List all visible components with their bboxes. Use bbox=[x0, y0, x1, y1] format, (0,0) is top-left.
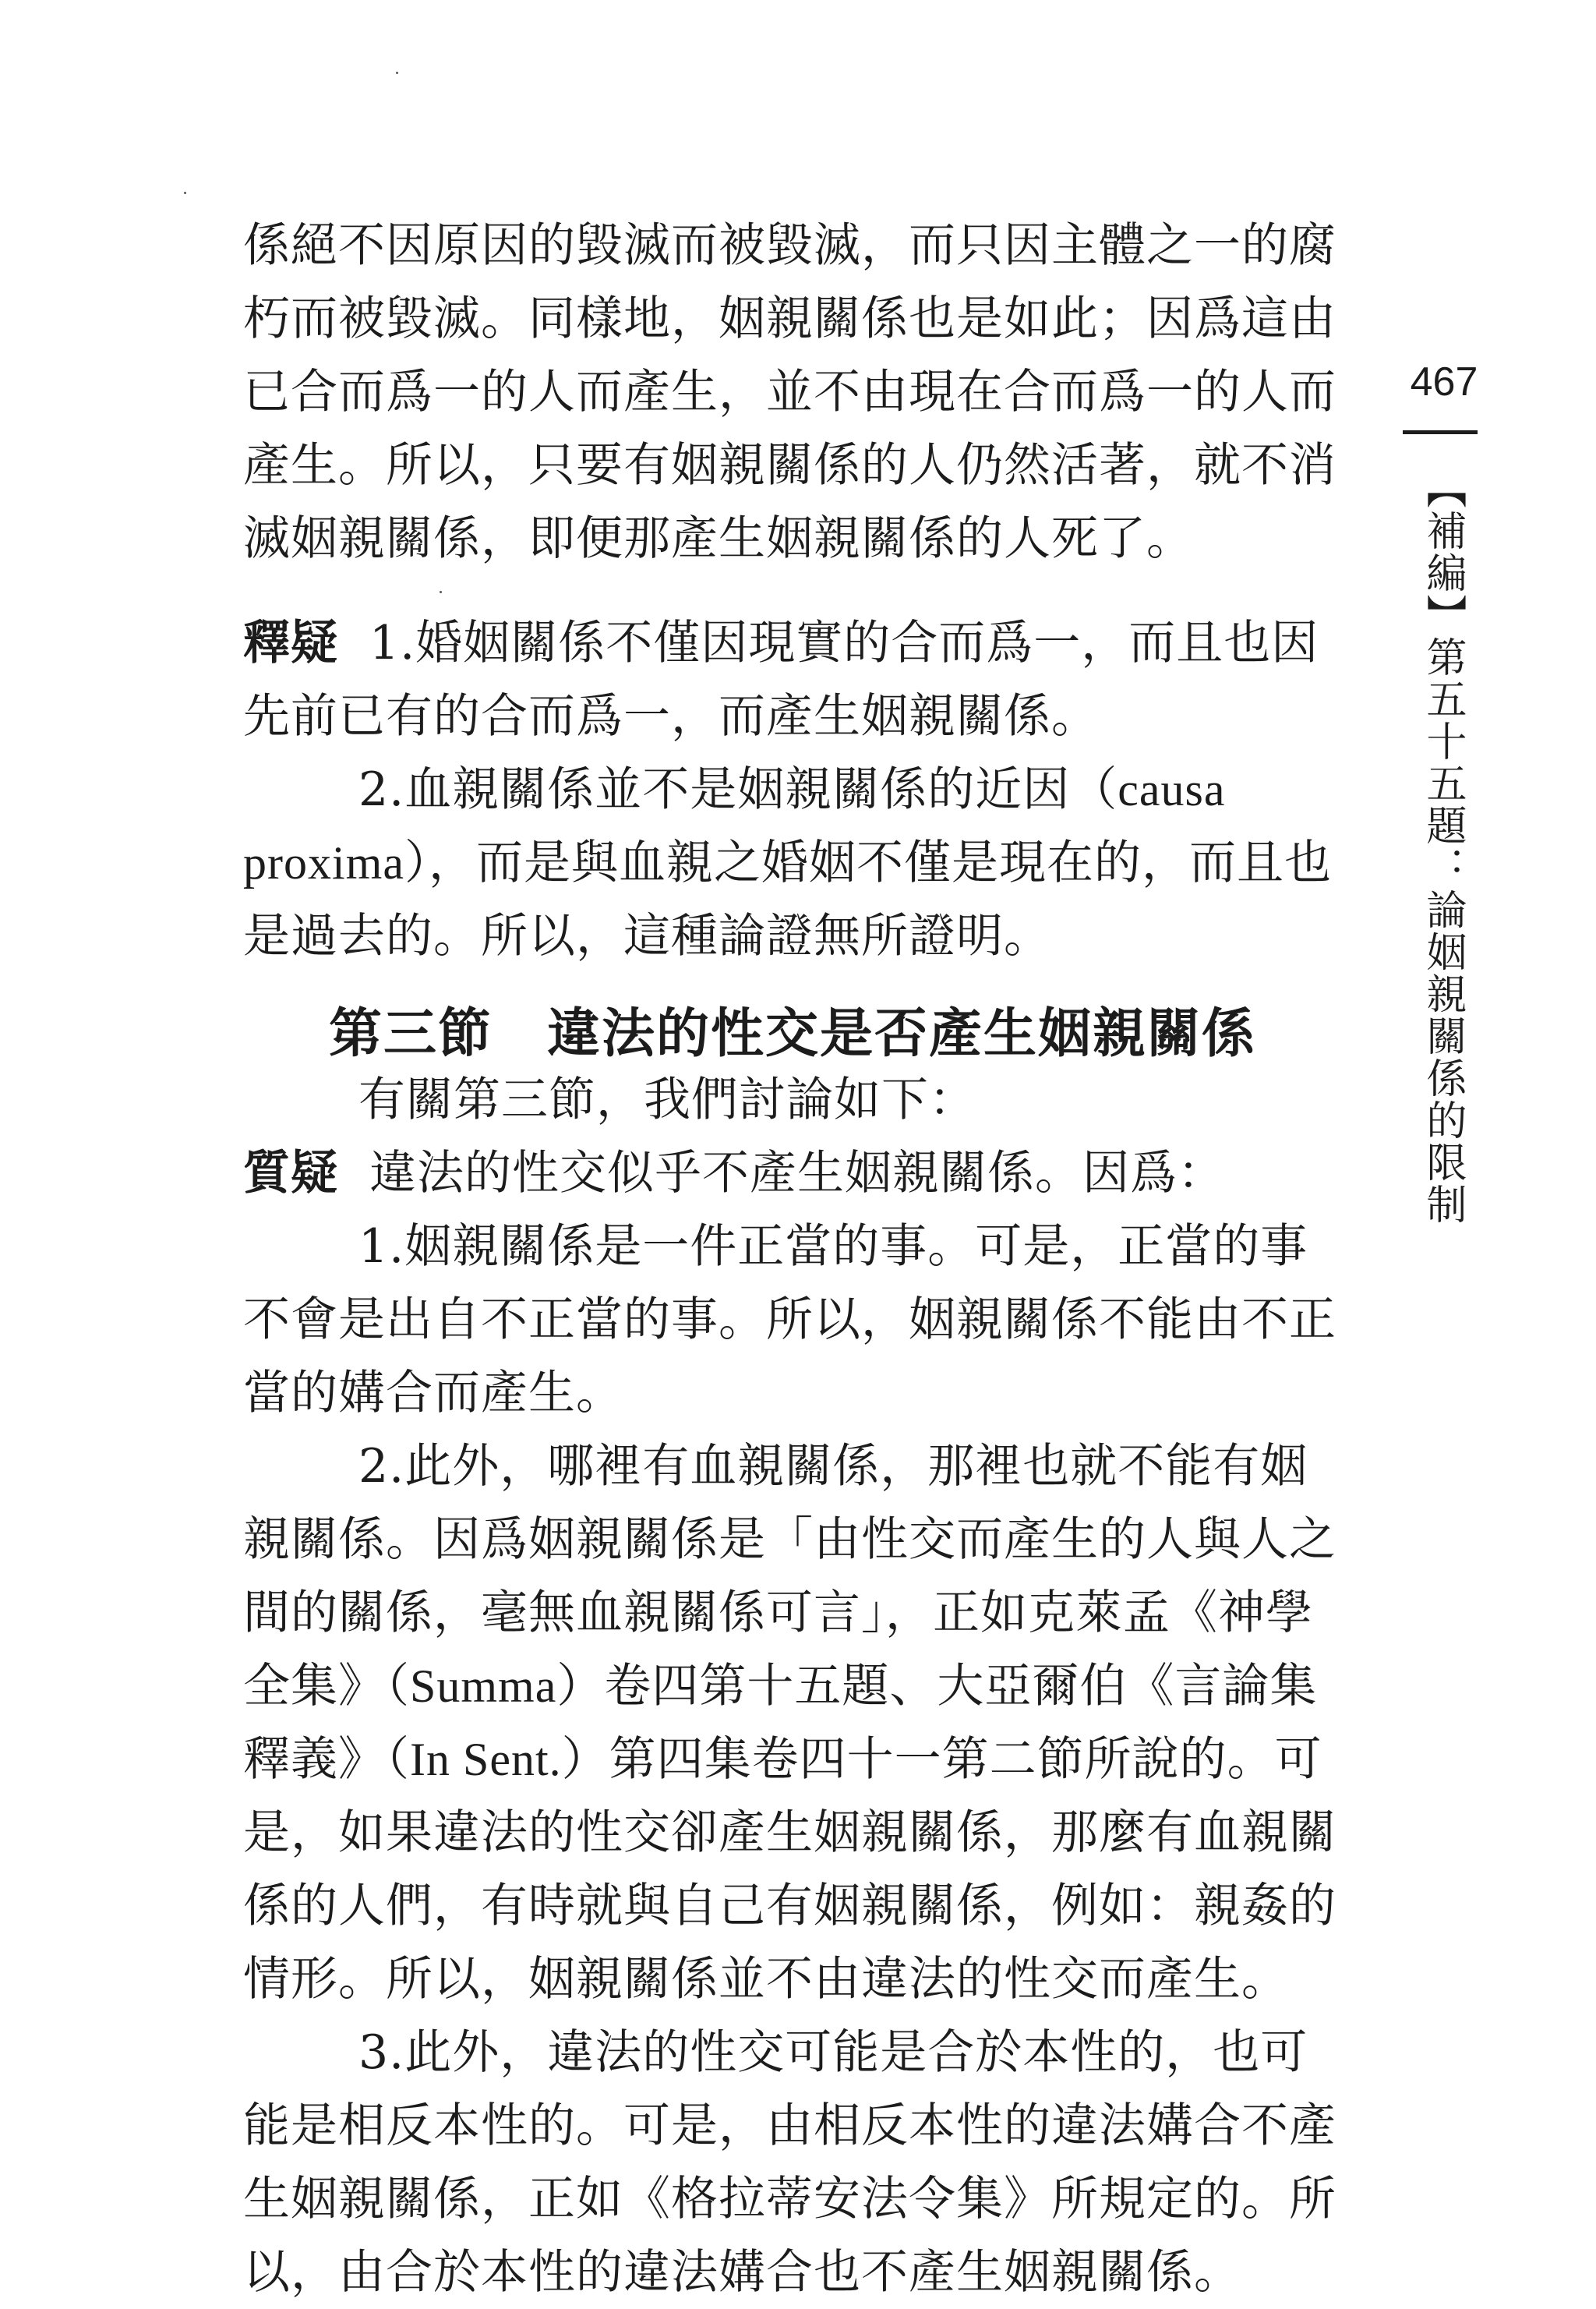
running-head: 【補編】第五十五題：論姻親關係的限制 bbox=[1419, 468, 1466, 1225]
objection-block bbox=[243, 1063, 1342, 2309]
page-number: 467 bbox=[1410, 359, 1478, 405]
section-title-text: 違法的性交是否產生姻親關係 bbox=[547, 1002, 1257, 1065]
objection-2: 2.此外，哪裡有血親關係，那裡也就不能有姻親關係。因爲姻親關係是「由性交而產生的人與人之間的關係，毫無血親關係可言」，正如克萊孟《神學全集》（Summa）卷四第十五題、大亞爾伯《言論集釋義》（In Sent.）第四集卷四十一第二節所說的。可是，如果違法的性交卻產生姻親關係，那麼有血親關係的人們，有時就與自己有姻親關係，例如：親姦的情形。所以，姻親關係並不由違法的性交而產生。 bbox=[243, 1439, 1336, 2007]
section-intro: 有關第三節，我們討論如下： bbox=[358, 1073, 976, 1127]
section-heading bbox=[243, 992, 1342, 1067]
scan-speck bbox=[396, 72, 398, 74]
objection-1: 1.姻親關係是一件正當的事。可是，正當的事不會是出自不正當的事。所以，姻親關係不能由不正當的媾合而產生。 bbox=[243, 1219, 1336, 1420]
reply-block bbox=[243, 606, 1342, 973]
objection-3: 3.此外，違法的性交可能是合於本性的，也可能是相反本性的。可是，由相反本性的違法媾合不產生姻親關係，正如《格拉蒂安法令集》所規定的。所以，由合於本性的違法媾合也不產生姻親關係。 bbox=[243, 2025, 1336, 2300]
latin-term: Summa bbox=[410, 1660, 557, 1712]
objection-intro: 質疑 違法的性交似乎不產生姻親關係。因爲： bbox=[243, 1146, 1225, 1200]
section-number: 第三節 bbox=[328, 1002, 493, 1065]
latin-term: causa proxima bbox=[243, 764, 1226, 889]
opening-paragraph: 係絕不因原因的毀滅而被毀滅，而只因主體之一的腐朽而被毀滅。同樣地，姻親關係也是如此；因爲這由已合而爲一的人而產生，並不由現在合而爲一的人而產生。所以，只要有姻親關係的人仍然活著，就不消滅姻親關係，即便那產生姻親關係的人死了。 bbox=[243, 218, 1336, 566]
header-rule bbox=[1403, 430, 1478, 434]
scan-speck bbox=[440, 591, 442, 593]
reply-1 bbox=[243, 606, 1342, 753]
reply-label: 釋疑 bbox=[243, 616, 338, 670]
latin-term: In Sent. bbox=[410, 1734, 562, 1785]
reply-2: 2.血親關係並不是姻親關係的近因（causa proxima），而是與血親之婚姻不僅是現在的，而且也是過去的。所以，這種論證無所證明。 bbox=[243, 762, 1332, 964]
opening-paragraph-block bbox=[243, 209, 1342, 575]
reply-1-text: 1.婚姻關係不僅因現實的合而爲一，而且也因先前已有的合而爲一，而產生姻親關係。 bbox=[243, 616, 1319, 744]
objection-label: 質疑 bbox=[243, 1146, 338, 1200]
scan-speck bbox=[184, 192, 186, 194]
